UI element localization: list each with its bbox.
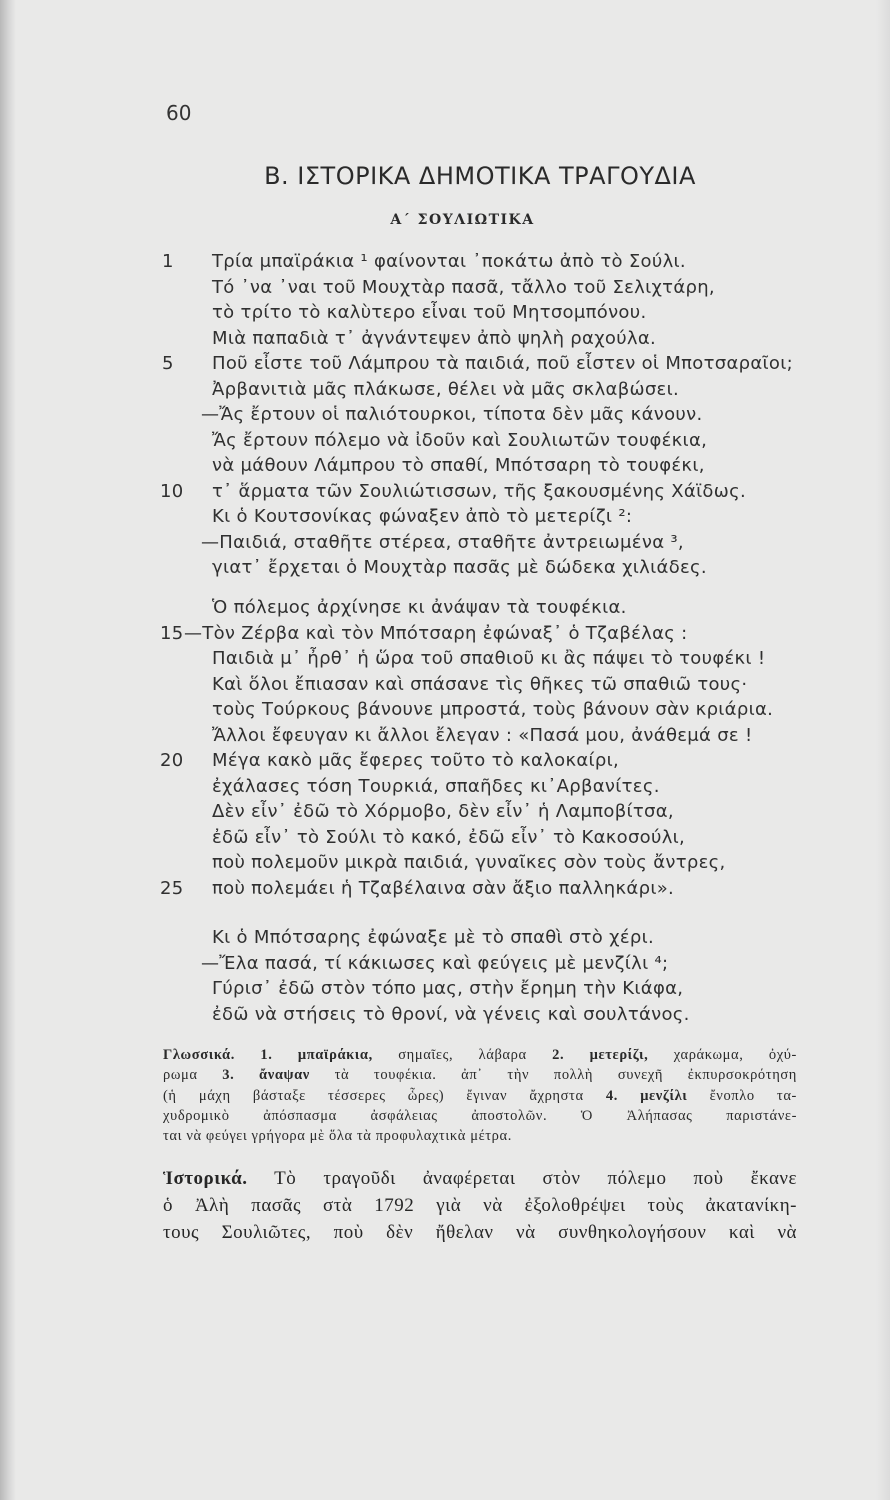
poem-line	[160, 326, 860, 352]
line-text: —Ἔλα πασά, τί κάκιωσες καὶ φεύγεις μὲ μενζίλι ⁴;	[201, 952, 669, 974]
glossary-text: χαράκωμα, ὀχύ-	[648, 1047, 797, 1063]
line-text: Καὶ ὅλοι ἔπιασαν καὶ σπάσανε τὶς θῆκες τῶ σπαθιῶ τους·	[212, 673, 748, 695]
history-heading: Ἱστορικά.	[163, 1167, 248, 1189]
line-text: ἐδῶ εἶν᾽ τὸ Σούλι τὸ κακό, ἐδῶ εἶν᾽ τὸ Κακοσούλι,	[212, 826, 686, 848]
line-text: ποὺ πολεμοῦν μικρὰ παιδιά, γυναῖκες σὸν τοὺς ἄντρες,	[212, 852, 726, 873]
line-number: 5	[162, 353, 174, 374]
glossary-text: σημαῖες, λάβαρα	[372, 1047, 553, 1063]
historical-note	[163, 1165, 797, 1246]
line-text: Ὁ πόλεμος ἀρχίνησε κι ἀνάψαν τὰ τουφέκια.	[212, 597, 627, 618]
glossary-text: (ἡ μάχη βάσταξε τέσσερες ὧρες) ἔγιναν ἄχρηστα	[163, 1087, 606, 1104]
glossary-text: ται νὰ φεύγει γρήγορα μὲ ὅλα τὰ προφυλαχτικὰ μέτρα.	[163, 1128, 512, 1145]
poem-line	[160, 249, 860, 275]
line-text: Δὲν εἶν᾽ ἐδῶ τὸ Χόρμοβο, δὲν εἶν᾽ ἡ Λαμποβίτσα,	[212, 801, 674, 822]
line-text: —Ἄς ἔρτουν οἱ παλιότουρκοι, τίποτα δὲν μᾶς κάνουν.	[201, 404, 703, 425]
poem-line	[160, 555, 860, 581]
poem-line	[160, 825, 860, 851]
line-number: 1	[162, 251, 174, 272]
page-edge-shade	[876, 0, 890, 1500]
history-text: ὁ Ἀλὴ πασᾶς στὰ 1792 γιὰ νὰ ἐξολοθρέψει τοὺς ἀκατανίκη-	[163, 1194, 797, 1216]
line-number: 25	[160, 877, 184, 899]
glossary-line	[163, 1065, 797, 1085]
line-text: ποὺ πολεμάει ἡ Τζαβέλαινα σὰν ἄξιο παλληκάρι».	[212, 877, 675, 899]
line-text: Τρία μπαϊράκια ¹ φαίνονται ᾽ποκάτω ἀπὸ τὸ Σούλι.	[212, 251, 686, 272]
line-text: Ἄλλοι ἔφευγαν κι ἄλλοι ἔλεγαν : «Πασά μου, ἀνάθεμά σε !	[212, 724, 753, 746]
poem-line	[160, 300, 860, 326]
poem-line	[160, 530, 860, 556]
glossary-term: 2. μετερίζι,	[552, 1047, 649, 1063]
glossary-term: Γλωσσικά. 1. μπαϊράκια,	[163, 1047, 373, 1063]
line-text: τοὺς Τούρκους βάνουνε μπροστά, τοὺς βάνουν σὰν κριάρια.	[212, 699, 774, 720]
line-text: Τό ᾽να ᾽ναι τοῦ Μουχτὰρ πασᾶ, τἄλλο τοῦ Σελιχτάρη,	[212, 276, 715, 298]
history-text: τους Σουλιῶτες, ποὺ δὲν ἤθελαν νὰ συνθηκολογήσουν καὶ νὰ	[163, 1221, 797, 1243]
poem-line	[160, 351, 860, 377]
line-number: 15	[160, 622, 184, 644]
line-text: Μιὰ παπαδιὰ τ᾽ ἀγνάντεψεν ἀπὸ ψηλὴ ραχούλα.	[212, 327, 657, 349]
line-text: Ἀρβανιτιὰ μᾶς πλάκωσε, θέλει νὰ μᾶς σκλαβώσει.	[212, 378, 679, 400]
poem-line	[160, 428, 860, 454]
glossary-text: τὰ τουφέκια. ἀπ᾽ τὴν πολλὴ συνεχῆ ἐκπυρσοκρότηση	[309, 1067, 797, 1084]
line-text: νὰ μάθουν Λάμπρου τὸ σπαθί, Μπότσαρη τὸ τουφέκι,	[212, 455, 705, 476]
glossary-text: ἔνοπλο τα-	[687, 1087, 797, 1104]
poem-line	[160, 774, 860, 800]
poem-line	[160, 850, 860, 876]
poem-line	[160, 402, 860, 428]
poem-line	[160, 697, 860, 723]
poem-line	[160, 621, 860, 647]
glossary-line	[163, 1106, 797, 1126]
poem-line	[160, 723, 860, 749]
glossary-term: 4. μενζίλι	[605, 1087, 688, 1104]
poem-line	[160, 1002, 860, 1028]
line-text: Γύρισ᾽ ἐδῶ στὸν τόπο μας, στὴν ἔρημη τὴν Κιάφα,	[212, 978, 684, 999]
poem-line	[160, 595, 860, 621]
line-text: Κι ὁ Κουτσονίκας φώναξεν ἀπὸ τὸ μετερίζι ²:	[212, 506, 633, 527]
poem-line	[160, 377, 860, 403]
section-subtitle: Α΄ ΣΟΥΛΙΩΤΙΚΑ	[390, 212, 535, 228]
line-text: ἐχάλασες τόση Τουρκιά, σπαῆδες κι᾽Αρβανίτες.	[212, 775, 660, 797]
line-number: 20	[160, 750, 184, 771]
glossary-text: χυδρομικὸ ἀπόσπασμα ἀσφάλειας ἀποστολῶν. Ὁ Ἀλήπασας παριστάνε-	[163, 1107, 797, 1124]
line-text: Ποῦ εἶστε τοῦ Λάμπρου τὰ παιδιά, ποῦ εἶστεν οἱ Μποτσαραῖοι;	[212, 353, 793, 374]
poem-line	[160, 453, 860, 479]
history-line	[163, 1192, 797, 1219]
glossary-term: 3. ἄναψαν	[222, 1067, 310, 1084]
line-text: τὸ τρίτο τὸ καλὺτερο εἶναι τοῦ Μητσομπόνου.	[212, 302, 647, 323]
poem-line	[160, 672, 860, 698]
history-line	[163, 1165, 797, 1192]
glossary-line	[163, 1086, 797, 1106]
line-text: Παιδιὰ μ᾽ ἦρθ᾽ ἡ ὥρα τοῦ σπαθιοῦ κι ἂς πάψει τὸ τουφέκι !	[212, 648, 766, 669]
line-number: 10	[160, 480, 184, 502]
poem-line	[160, 876, 860, 902]
poem-line	[160, 504, 860, 530]
history-text: Τὸ τραγοῦδι ἀναφέρεται στὸν πόλεμο ποὺ ἔκανε	[247, 1167, 797, 1189]
line-text: Μέγα κακὸ μᾶς ἔφερες τοῦτο τὸ καλοκαίρι,	[212, 750, 620, 771]
poem-line	[160, 951, 860, 977]
history-line	[163, 1219, 797, 1246]
page-number: 60	[166, 101, 192, 125]
line-text: ἐδῶ νὰ στήσεις τὸ θρονί, νὰ γένεις καὶ σουλτάνος.	[212, 1003, 690, 1025]
line-text: Ἄς ἔρτουν πόλεμο νὰ ἰδοῦν καὶ Σουλιωτῶν τουφέκια,	[212, 429, 708, 451]
poem-stanza	[160, 249, 860, 581]
poem-line	[160, 275, 860, 301]
poem-line	[160, 976, 860, 1002]
poem-line	[160, 799, 860, 825]
poem-line	[160, 479, 860, 505]
glossary-line	[163, 1045, 797, 1065]
poem	[160, 249, 860, 1027]
page-edge-shadow	[0, 0, 16, 1500]
section-title: Β. ΙΣΤΟΡΙΚΑ ΔΗΜΟΤΙΚΑ ΤΡΑΓΟΥΔΙΑ	[264, 162, 696, 190]
glossary-text: ρωμα	[163, 1067, 223, 1084]
line-text: Κι ὁ Μπότσαρης ἐφώναξε μὲ τὸ σπαθὶ στὸ χέρι.	[212, 927, 655, 948]
poem-line	[160, 925, 860, 951]
line-text: —Παιδιά, σταθῆτε στέρεα, σταθῆτε ἀντρειωμένα ³,	[201, 531, 684, 553]
poem-line	[160, 646, 860, 672]
glossary-notes	[163, 1045, 797, 1146]
line-text: γιατ᾽ ἔρχεται ὁ Μουχτὰρ πασᾶς μὲ δώδεκα χιλιάδες.	[212, 557, 707, 578]
line-text: —Τὸν Ζέρβα καὶ τὸν Μπότσαρη ἐφώναξ᾽ ὁ Τζαβέλας :	[184, 622, 688, 644]
poem-stanza	[160, 925, 860, 1027]
poem-stanza	[160, 595, 860, 901]
line-text: τ᾽ ἅρματα τῶν Σουλιώτισσων, τῆς ξακουσμένης Χάϊδως.	[212, 480, 746, 502]
poem-line	[160, 748, 860, 774]
glossary-line	[163, 1126, 797, 1146]
